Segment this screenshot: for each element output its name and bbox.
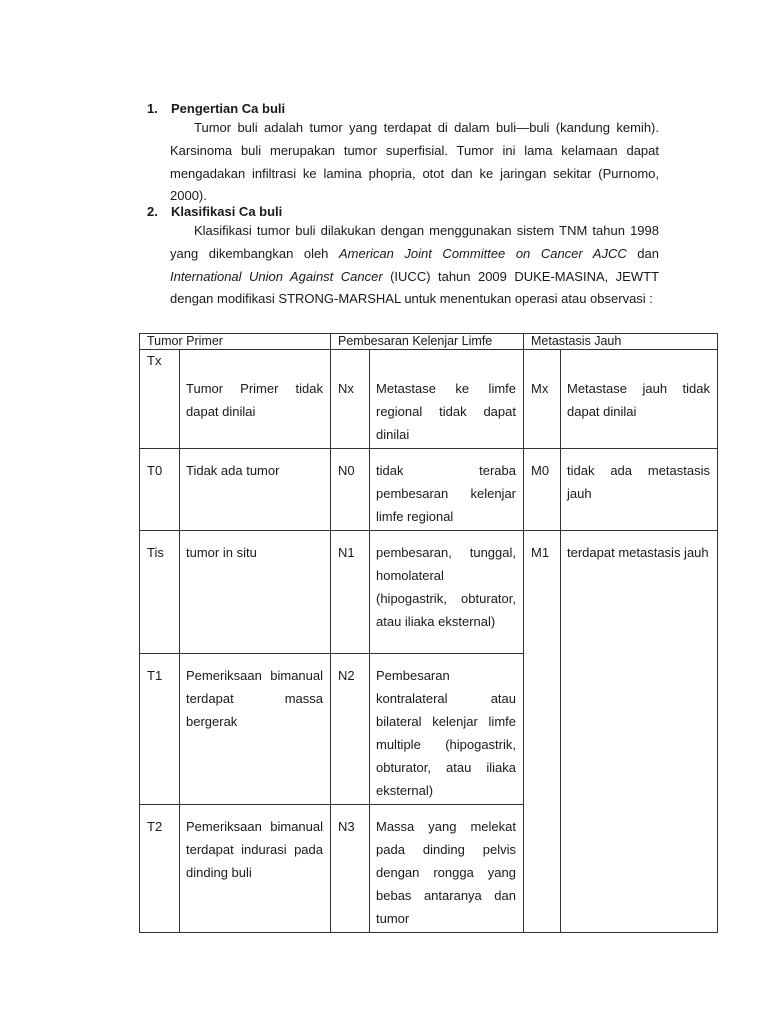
n-desc-cell: Pembesaran kontralateral atau bilateral kelenjar limfe multiple (hipogastrik, obturator, atau iliaka eksternal) (370, 654, 524, 805)
paragraph-text: Tumor buli adalah tumor yang terdapat di dalam buli—buli (kandung kemih). Karsinoma buli merupakan tumor superfisial. Tumor ini lama kelamaan dapat mengadakan infiltrasi ke lamina phopria, otot dan ke jaringan sekitar (Purnomo, 2000). (170, 120, 659, 204)
n-desc-cell: pembesaran, tunggal, homolateral (hipogastrik, obturator, atau iliaka eksternal) (370, 531, 524, 654)
section-klasifikasi (147, 205, 659, 311)
t-code-cell: T2 (140, 805, 180, 933)
table-row (140, 350, 718, 449)
n-desc-cell: tidak teraba pembesaran kelenjar limfe regional (370, 449, 524, 531)
t-code-cell: T1 (140, 654, 180, 805)
section-title: Klasifikasi Ca buli (171, 204, 283, 219)
t-desc-cell: Pemeriksaan bimanual terdapat massa bergerak (180, 654, 331, 805)
section-pengertian (147, 102, 659, 208)
m-desc-cell: tidak ada metastasis jauh (561, 449, 718, 531)
section-number: 2. (147, 204, 158, 219)
header-tumor-primer: Tumor Primer (140, 334, 331, 350)
header-pembesaran-kelenjar-limfe: Pembesaran Kelenjar Limfe (331, 334, 524, 350)
n-desc-cell: Metastase ke limfe regional tidak dapat dinilai (370, 350, 524, 449)
n-code-cell: N1 (331, 531, 370, 654)
t-code-cell: Tis (140, 531, 180, 654)
t-code-cell: T0 (140, 449, 180, 531)
paragraph-italic-uicc: International Union Against Cancer (170, 268, 383, 284)
table-row (140, 449, 718, 531)
section-paragraph (170, 220, 659, 311)
n-code-cell: N0 (331, 449, 370, 531)
t-desc-cell: tumor in situ (180, 531, 331, 654)
m-code-cell: M1 (524, 531, 561, 933)
paragraph-italic-ajcc: American Joint Committee on Cancer AJCC (338, 245, 627, 261)
m-desc-cell: terdapat metastasis jauh (561, 531, 718, 933)
paragraph-text-1: Klasifikasi tumor buli dilakukan dengan menggunakan sistem TNM tahun 1998 yang dikembangkan oleh (170, 223, 659, 261)
tnm-classification-table (139, 333, 718, 933)
section-heading (147, 205, 659, 219)
section-paragraph (170, 117, 659, 208)
m-code-cell: Mx (524, 350, 561, 449)
m-code-cell: M0 (524, 449, 561, 531)
t-desc-cell: Tidak ada tumor (180, 449, 331, 531)
m-desc-cell: Metastase jauh tidak dapat dinilai (561, 350, 718, 449)
header-metastasis-jauh: Metastasis Jauh (524, 334, 718, 350)
n-code-cell: Nx (331, 350, 370, 449)
section-number: 1. (147, 101, 158, 116)
table-header-row (140, 334, 718, 350)
t-desc-cell: Tumor Primer tidak dapat dinilai (180, 350, 331, 449)
n-code-cell: N2 (331, 654, 370, 805)
section-title: Pengertian Ca buli (171, 101, 286, 116)
paragraph-text-3: (IUCC) tahun 2009 DUKE-MASINA, JEWTT dengan modifikasi STRONG-MARSHAL untuk menentukan operasi atau observasi : (170, 268, 660, 307)
n-desc-cell: Massa yang melekat pada dinding pelvis dengan rongga yang bebas antaranya dan tumor (370, 805, 524, 933)
t-code-cell: Tx (140, 350, 180, 449)
n-code-cell: N3 (331, 805, 370, 933)
section-heading (147, 102, 659, 116)
t-desc-cell: Pemeriksaan bimanual terdapat indurasi pada dinding buli (180, 805, 331, 933)
paragraph-text-2: dan (626, 245, 659, 261)
table-row (140, 531, 718, 654)
